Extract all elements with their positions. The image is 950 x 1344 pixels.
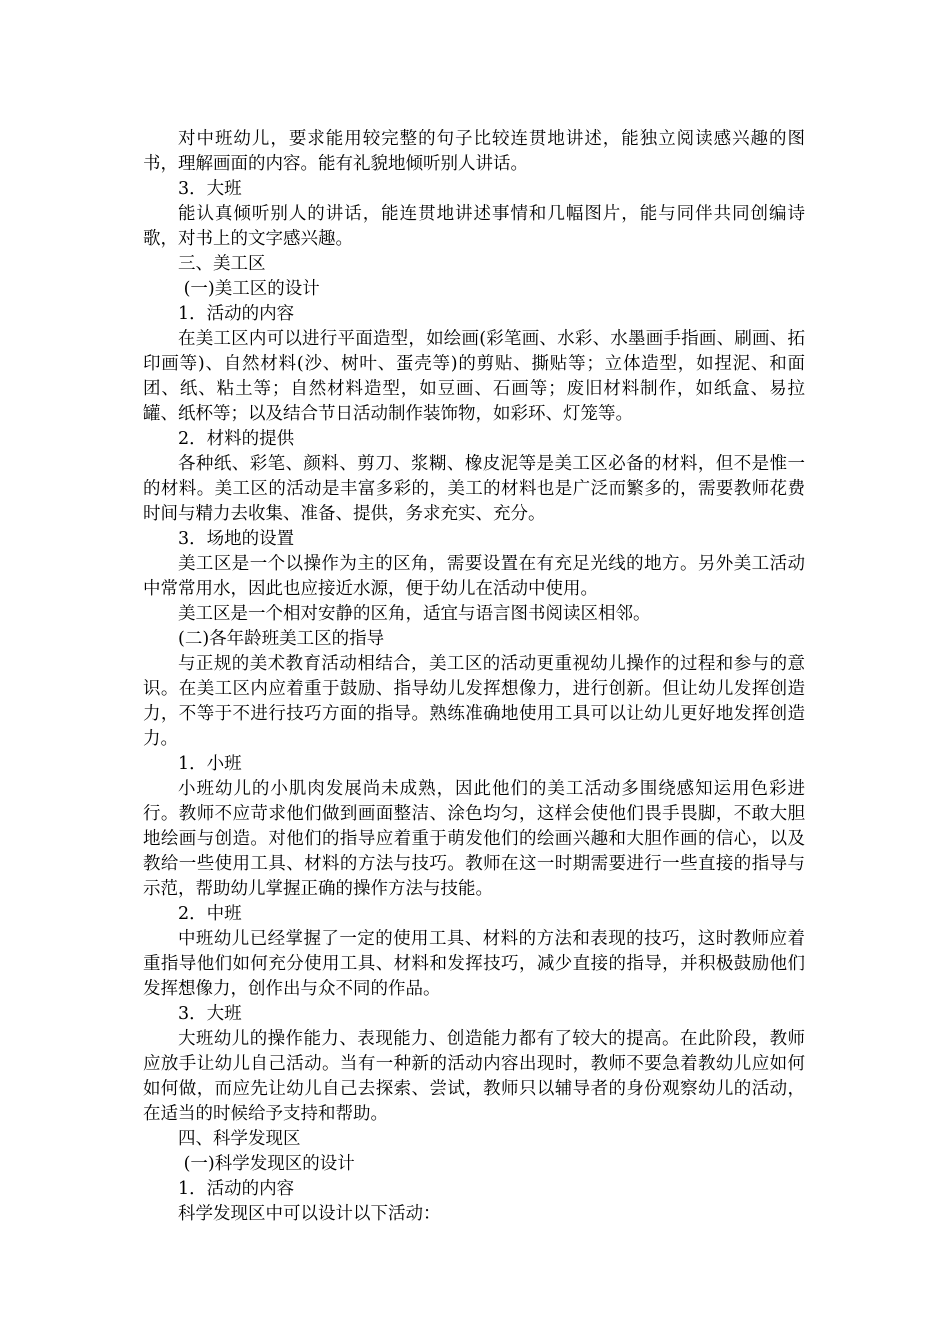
section-heading: (一)科学发现区的设计 — [178, 1154, 355, 1174]
section-heading: 1．小班 — [178, 754, 242, 774]
section-heading: 四、科学发现区 — [178, 1129, 301, 1149]
paragraph: 大班幼儿的操作能力、表现能力、创造能力都有了较大的提高。在此阶段，教师应放手让幼儿自己活动。当有一种新的活动内容出现时，教师不要急着教幼儿应如何如何做，而应先让幼儿自己去探索、尝试，教师只以辅导者的身份观察幼儿的活动，在适当的时候给予支持和帮助。 — [143, 1029, 805, 1124]
section-heading: 2．材料的提供 — [178, 429, 295, 449]
section-heading: 3．场地的设置 — [178, 529, 295, 549]
section-heading: 3．大班 — [178, 1004, 242, 1024]
paragraph: 各种纸、彩笔、颜料、剪刀、浆糊、橡皮泥等是美工区必备的材料，但不是惟一的材料。美工区的活动是丰富多彩的，美工的材料也是广泛而繁多的，需要教师花费时间与精力去收集、准备、提供，务求充实、充分。 — [143, 454, 805, 524]
section-heading: (二)各年龄班美工区的指导 — [178, 629, 385, 649]
paragraph: 在美工区内可以进行平面造型，如绘画(彩笔画、水彩、水墨画手指画、刷画、拓印画等)、自然材料(沙、树叶、蛋壳等)的剪贴、撕贴等；立体造型，如捏泥、和面团、纸、粘土等；自然材料造型，如豆画、石画等；废旧材料制作，如纸盒、易拉罐、纸杯等；以及结合节日活动制作装饰物，如彩环、灯笼等。 — [143, 329, 805, 424]
paragraph: 对中班幼儿，要求能用较完整的句子比较连贯地讲述，能独立阅读感兴趣的图书，理解画面的内容。能有礼貌地倾听别人讲话。 — [143, 129, 805, 174]
section-heading: 1．活动的内容 — [178, 1179, 295, 1199]
paragraph: 科学发现区中可以设计以下活动： — [178, 1204, 441, 1224]
section-heading: 1．活动的内容 — [178, 304, 295, 324]
paragraph: 中班幼儿已经掌握了一定的使用工具、材料的方法和表现的技巧，这时教师应着重指导他们如何充分使用工具、材料和发挥技巧，减少直接的指导，并积极鼓励他们发挥想像力，创作出与众不同的作品。 — [143, 929, 805, 999]
section-heading: (一)美工区的设计 — [178, 279, 320, 299]
section-heading: 3．大班 — [178, 179, 242, 199]
paragraph: 能认真倾听别人的讲话，能连贯地讲述事情和几幅图片，能与同伴共同创编诗歌，对书上的文字感兴趣。 — [143, 204, 805, 249]
paragraph: 美工区是一个相对安静的区角，适宜与语言图书阅读区相邻。 — [178, 604, 651, 624]
paragraph: 与正规的美术教育活动相结合，美工区的活动更重视幼儿操作的过程和参与的意识。在美工区内应着重于鼓励、指导幼儿发挥想像力，进行创新。但让幼儿发挥创造力，不等于不进行技巧方面的指导。熟练准确地使用工具可以让幼儿更好地发挥创造力。 — [143, 654, 805, 749]
section-heading: 三、美工区 — [178, 254, 266, 274]
document-body — [143, 127, 805, 1227]
section-heading: 2．中班 — [178, 904, 242, 924]
paragraph: 小班幼儿的小肌肉发展尚未成熟，因此他们的美工活动多围绕感知运用色彩进行。教师不应苛求他们做到画面整洁、涂色均匀，这样会使他们畏手畏脚，不敢大胆地绘画与创造。对他们的指导应着重于萌发他们的绘画兴趣和大胆作画的信心，以及教给一些使用工具、材料的方法与技巧。教师在这一时期需要进行一些直接的指导与示范，帮助幼儿掌握正确的操作方法与技能。 — [143, 779, 805, 899]
paragraph: 美工区是一个以操作为主的区角，需要设置在有充足光线的地方。另外美工活动中常常用水，因此也应接近水源，便于幼儿在活动中使用。 — [143, 554, 805, 599]
